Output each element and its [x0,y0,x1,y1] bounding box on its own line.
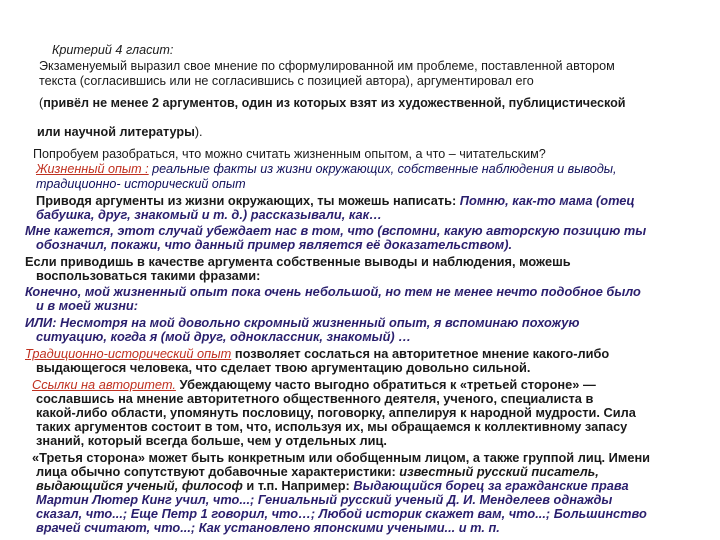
criterion-bold-1: привёл не менее 2 аргументов, один из которых взят из художественной, публицистической [43,96,626,110]
third-party-line-3 [36,479,629,493]
criterion-line-1: Экзаменуемый выразил свое мнение по сформулированной им проблеме, поставленной автором [39,59,615,73]
traditional-line-2: выдающегося человека, что сделает твою аргументацию довольно сильной. [36,360,531,375]
third-party-line-1: «Третья сторона» может быть конкретным или обобщенным лицом, а также группой лиц. Имени [32,450,651,465]
authority-line-5: знаний, который всегда больше, чем у отдельных лиц. [36,433,387,448]
third-party-text-b: и т.п. Например: [242,478,354,493]
third-party-line-4: Мартин Лютер Кинг учил, что...; Гениальный русский ученый Д. И. Менделеев однажды [36,492,613,507]
criterion-bold-2: или научной литературы [37,125,195,139]
others-args-line-4: обозначил, покажи, что данный пример является её доказательством). [36,237,513,252]
criterion-line-3 [39,96,626,110]
others-args-line-3: Мне кажется, этот случай убеждает нас в том, что (вспомни, какую авторскую позицию ты [25,223,647,238]
life-experience-line-2: традиционно- исторический опыт [36,177,246,191]
third-party-example-b: выдающийся ученый, философ [36,478,243,493]
own-args-line-3: Конечно, мой жизненный опыт пока очень небольшой, но тем не менее нечто подобное было [25,284,641,299]
life-experience-term: Жизненный опыт : [36,162,149,176]
paren-open: ( [39,96,44,110]
others-args-intro: Приводя аргументы из жизни окружающих, ты можешь написать: [36,193,460,208]
third-party-line-6: врачей считают, что...; Как установлено японскими учеными... и т. п. [36,520,500,535]
third-party-line-5: сказал, что...; Еще Петр 1 говорил, что…; Любой историк скажет вам, что...; Большинство [36,506,647,521]
own-args-line-5: ИЛИ: Несмотря на мой довольно скромный жизненный опыт, я вспоминаю похожую [25,315,580,330]
own-args-line-6: ситуацию, когда я (мой друг, одноклассник, знакомый) … [36,329,412,344]
criterion-heading: Критерий 4 гласит: [52,43,174,57]
own-args-line-1: Если приводишь в качестве аргумента собственные выводы и наблюдения, можешь [25,254,571,269]
others-args-line-2: бабушка, друг, знакомый и т. д.) рассказывали, как… [36,207,382,222]
others-args-example: Помню, как-то мама (отец [459,193,635,208]
own-args-line-4: и в моей жизни: [36,298,139,313]
paren-close: ). [194,125,203,139]
question-line: Попробуем разобраться, что можно считать жизненным опытом, а что – читательским? [33,147,546,161]
traditional-line-1 [25,347,609,361]
traditional-def: позволяет сослаться на авторитетное мнение какого-либо [231,346,610,361]
traditional-term: Традиционно-исторический опыт [25,346,232,361]
authority-term: Ссылки на авторитет. [32,377,176,392]
third-party-example-a: известный русский писатель, [399,464,599,479]
authority-line-1 [32,378,596,392]
authority-def: Убеждающему часто выгодно обратиться к «третьей стороне» — [175,377,596,392]
criterion-line-4 [37,125,203,139]
third-party-example-c: Выдающийся борец за гражданские права [353,478,629,493]
third-party-line-2 [36,465,599,479]
life-experience-line-1 [36,162,617,176]
life-experience-def: реальные факты из жизни окружающих, собственные наблюдения и выводы, [148,162,617,176]
authority-line-2: сославшись на мнение авторитетного общественного деятеля, ученого, специалиста в [36,391,594,406]
own-args-line-2: воспользоваться такими фразами: [36,268,261,283]
criterion-line-2: текста (согласившись или не согласившись с позицией автора), аргументировал его [39,74,534,88]
authority-line-3: какой-либо области, упомянуть пословицу, поговорку, аппелируя к народной мудрости. Сила [36,405,636,420]
third-party-text-a: лица обычно сопутствуют добавочные характеристики: [36,464,400,479]
authority-line-4: таких аргументов состоит в том, что, используя их, мы обращаемся к коллективному запасу [36,419,628,434]
others-args-line-1 [36,194,635,208]
